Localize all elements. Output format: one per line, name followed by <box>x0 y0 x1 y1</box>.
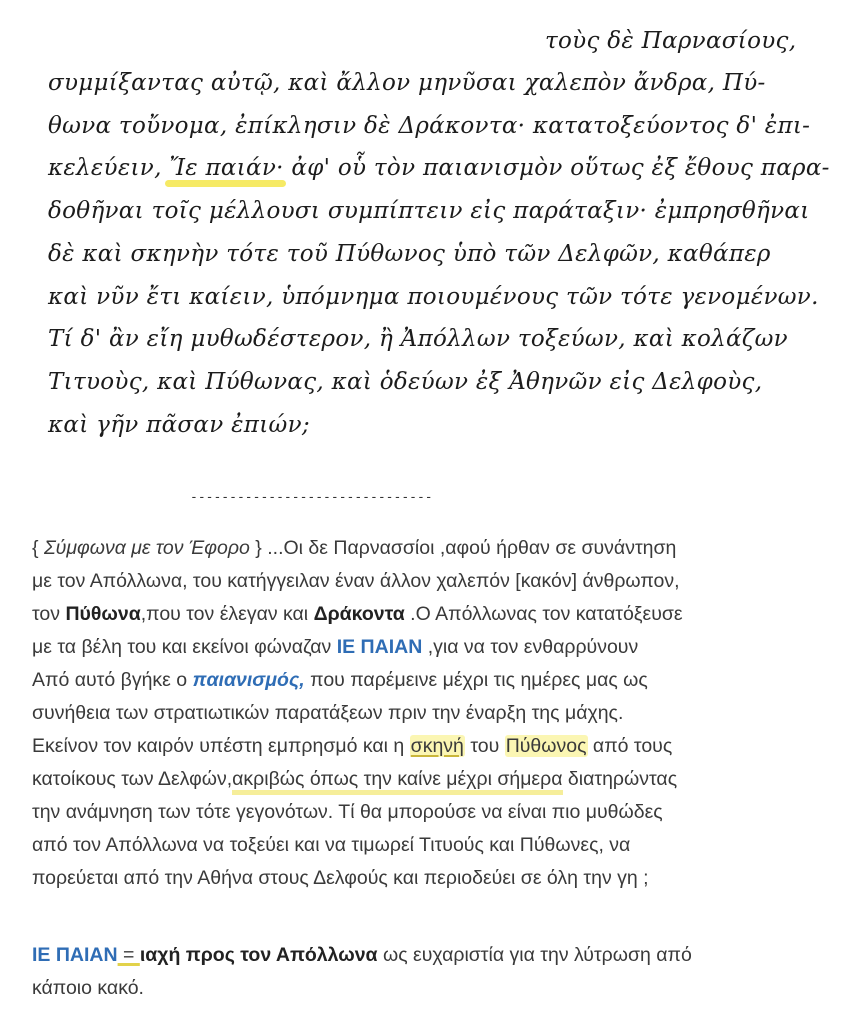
definition-line-2: κάποιο κακό. <box>32 977 144 999</box>
line-4-a: με τα βέλη του και εκείνοι φώναζαν <box>32 636 337 658</box>
scan-line-4-start: κελεύειν, <box>48 155 162 181</box>
line-7-e: από τους <box>587 735 673 757</box>
line-3-a: τον <box>32 603 66 625</box>
definition-term: ΙΕ ΠΑΙΑΝ <box>32 944 118 966</box>
translation-line-5 <box>32 669 648 692</box>
scan-line-4-end: ἀφ' οὗ τὸν παιανισμὸν οὕτως ἐξ ἔθους παρα- <box>283 155 830 181</box>
term-paianismos: παιανισμός, <box>192 669 305 691</box>
scanned-greek-passage <box>0 0 844 470</box>
scan-line-3: θωνα τοὔνομα, ἐπίκλησιν δὲ Δράκοντα· κατατοξεύοντος δ' ἐπι- <box>48 113 811 139</box>
scan-line-1: τοὺς δὲ Παρνασίους, <box>545 28 797 54</box>
line-5-a: Από αυτό βγήκε ο <box>32 669 193 691</box>
definition-line-1 <box>32 944 692 967</box>
dashed-divider: ------------------------------- <box>190 490 433 505</box>
source-citation: Σύμφωνα με τον Έφορο <box>43 537 250 559</box>
translation-line-8 <box>32 768 677 791</box>
translation-line-2: με τον Απόλλωνα, του κατήγγειλαν έναν άλλον χαλεπόν [κακόν] άνθρωπον, <box>32 570 680 592</box>
scan-line-2: συμμίξαντας αὐτῷ, καὶ ἄλλον μηνῦσαι χαλεπὸν ἄνδρα, Πύ- <box>48 70 766 96</box>
scan-line-8: Τί δ' ἂν εἴη μυθωδέστερον, ἢ Ἀπόλλων τοξεύων, καὶ κολάζων <box>48 326 788 352</box>
scan-line-5: δοθῆναι τοῖς μέλλουσι συμπίπτειν εἰς παράταξιν· ἐμπρησθῆναι <box>48 198 810 224</box>
translation-line-6: συνήθεια των στρατιωτικών παρατάξεων πριν την έναρξη της μάχης. <box>32 702 624 724</box>
highlighted-skini: σκηνή <box>410 735 464 757</box>
highlighted-ie-paian: Ἴε παιάν· <box>169 155 284 181</box>
translation-line-11: πορεύεται από την Αθήνα στους Δελφούς και περιοδεύει σε όλη την γη ; <box>32 867 649 889</box>
translation-line-7 <box>32 735 672 758</box>
translation-line-1 <box>32 537 676 560</box>
line-3-e: .Ο Απόλλωνας τον κατατόξευσε <box>404 603 683 625</box>
definition-rest: ως ευχαριστία για την λύτρωση από <box>377 944 692 966</box>
definition-bold: ιαχή προς τον Απόλλωνα <box>139 944 378 966</box>
line-3-c: ,που τον έλεγαν και <box>140 603 314 625</box>
line-4-c: ,για να τον ενθαρρύνουν <box>422 636 639 658</box>
highlighted-pythonos: Πύθωνος <box>505 735 587 757</box>
translation-line-9: την ανάμνηση των τότε γεγονότων. Τί θα μπορούσε να είναι πιο μυθώδες <box>32 801 663 823</box>
term-drakonta: Δράκοντα <box>313 603 405 625</box>
line-7-c: του <box>464 735 505 757</box>
line-1-text: } ...Οι δε Παρνασσίοι ,αφού ήρθαν σε συνάντηση <box>249 537 677 559</box>
scan-line-4 <box>48 155 830 181</box>
term-ie-paian: ΙΕ ΠΑΙΑΝ <box>336 636 423 658</box>
underlined-phrase: ακριβώς όπως την καίνε μέχρι σήμερα <box>232 768 562 795</box>
scan-line-6: δὲ καὶ σκηνὴν τότε τοῦ Πύθωνος ὑπὸ τῶν Δελφῶν, καθάπερ <box>48 241 771 267</box>
line-7-a: Εκείνον τον καιρόν υπέστη εμπρησμό και η <box>32 735 410 757</box>
scan-line-9: Τιτυοὺς, καὶ Πύθωνας, καὶ ὁδεύων ἐξ Ἀθηνῶν εἰς Δελφοὺς, <box>48 369 763 395</box>
translation-line-3 <box>32 603 683 626</box>
translation-line-4 <box>32 636 638 659</box>
equals-sign: = <box>117 944 140 966</box>
line-8-c: διατηρώντας <box>562 768 678 790</box>
translation-line-10: από τον Απόλλωνα να τοξεύει και να τιμωρεί Τιτυούς και Πύθωνες, να <box>32 834 631 856</box>
term-python: Πύθωνα <box>65 603 141 625</box>
brace-open: { <box>32 537 44 559</box>
scan-line-7: καὶ νῦν ἔτι καίειν, ὑπόμνημα ποιουμένους τῶν τότε γενομένων. <box>48 284 819 310</box>
line-5-c: που παρέμεινε μέχρι τις ημέρες μας ως <box>304 669 648 691</box>
line-8-a: κατοίκους των Δελφών, <box>32 768 233 790</box>
scan-line-10: καὶ γῆν πᾶσαν ἐπιών; <box>48 412 310 438</box>
